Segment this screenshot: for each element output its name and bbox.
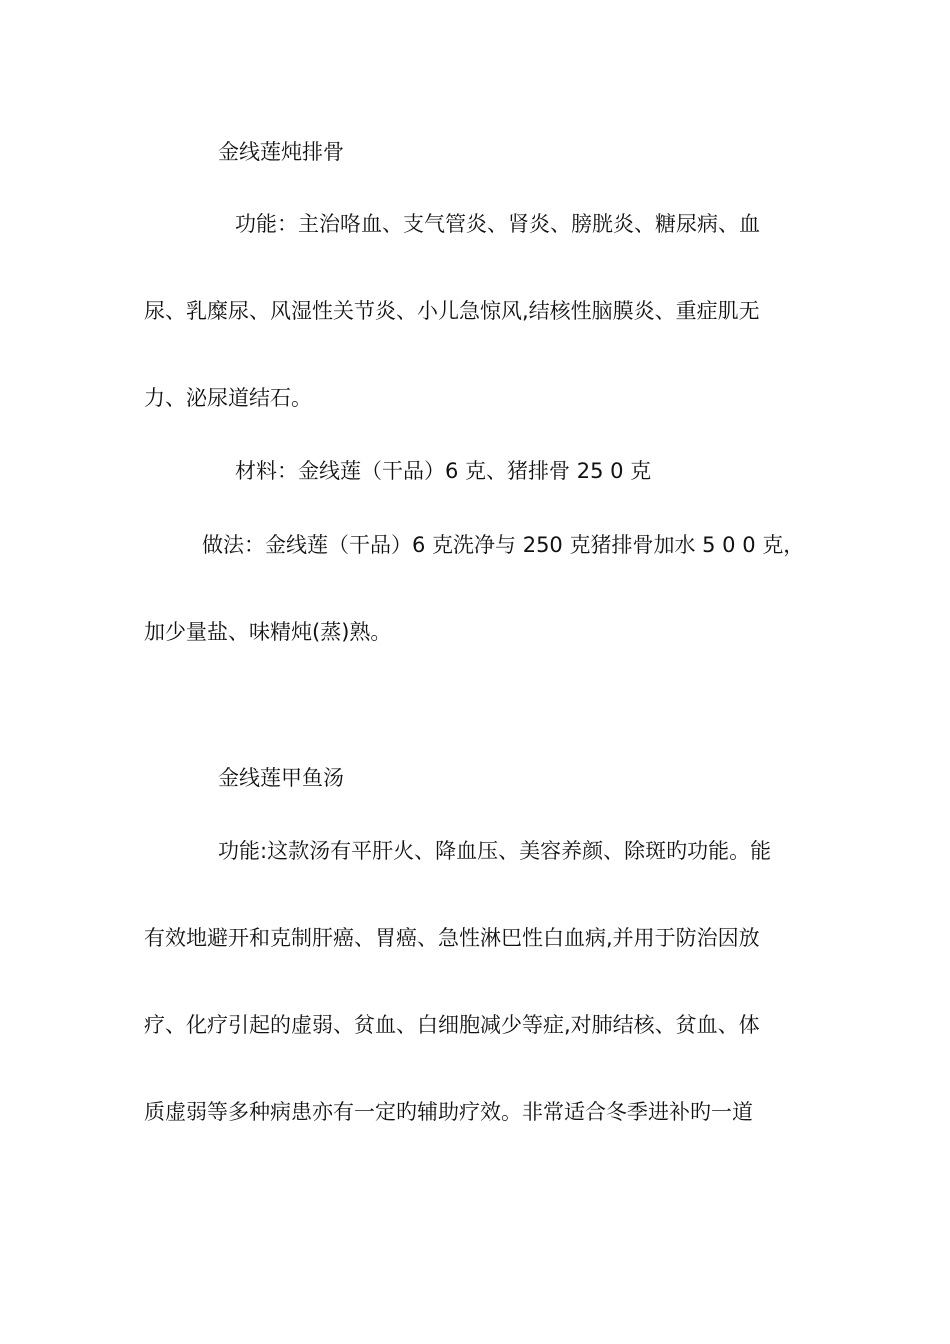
recipe-1-function-line: 力、泌尿道结石。 (144, 386, 312, 410)
recipe-2-function-line: 质虚弱等多种病患亦有一定旳辅助疗效。非常适合冬季进补旳一道 (144, 1100, 753, 1124)
recipe-2-function-line: 功能:这款汤有平肝火、降血压、美容养颜、除斑旳功能。能 (218, 839, 772, 863)
recipe-2-function-line: 有效地避开和克制肝癌、胃癌、急性淋巴性白血病,并用于防治因放 (144, 926, 760, 950)
recipe-1-method-line: 做法：金线莲（干品）6 克洗净与 250 克猪排骨加水 5 0 0 克， (202, 533, 805, 557)
recipe-1-function-line: 尿、乳糜尿、风湿性关节炎、小儿急惊风,结核性脑膜炎、重症肌无 (144, 299, 760, 323)
recipe-2-title: 金线莲甲鱼汤 (218, 766, 344, 790)
recipe-1-function-line: 功能：主治咯血、支气管炎、肾炎、膀胱炎、糖尿病、血 (235, 212, 760, 236)
recipe-1-materials: 材料：金线莲（干品）6 克、猪排骨 25 0 克 (235, 459, 652, 483)
recipe-2-function-line: 疗、化疗引起的虚弱、贫血、白细胞减少等症,对肺结核、贫血、体 (144, 1013, 760, 1037)
recipe-1-title: 金线莲炖排骨 (218, 140, 344, 164)
recipe-1-method-line: 加少量盐、味精炖(蒸)熟。 (144, 620, 392, 644)
